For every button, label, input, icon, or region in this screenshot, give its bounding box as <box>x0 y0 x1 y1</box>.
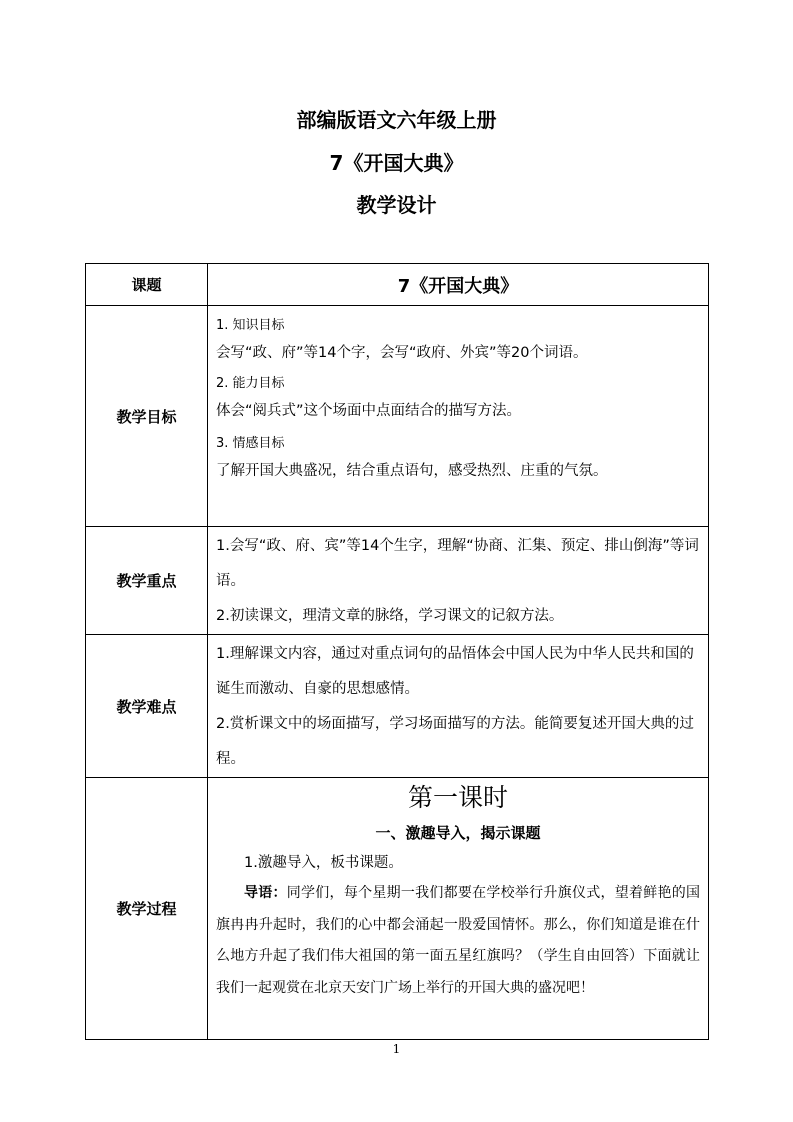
page-number: 1 <box>392 1042 401 1056</box>
step-1: 1.激趣导入，板书课题。 <box>244 855 403 871</box>
goals-label: 教学目标 <box>86 306 208 527</box>
document-title: 部编版语文六年级上册 <box>296 108 497 132</box>
process-label: 教学过程 <box>86 778 208 1040</box>
topic-row <box>86 264 709 306</box>
guide-label: 导语： <box>244 885 287 901</box>
process-row <box>86 778 709 1040</box>
lesson-plan-table <box>85 263 709 1040</box>
ability-goal-heading: 2. 能力目标 <box>216 376 285 391</box>
guide-text: 同学们，每个星期一我们都要在学校举行升旗仪式，望着鲜艳的国旗冉冉升起时，我们的心中都会涌起一股爱国情怀。那么，你们知道是谁在什么地方升起了我们伟大祖国的第一面五星红旗吗？（学生自由回答）下面就让我们一起观赏在北京天安门广场上举行的开国大典的盛况吧！ <box>216 885 701 996</box>
difficulty-1: 1.理解课文内容，通过对重点词句的品悟体会中国人民为中华人民共和国的诞生而激动、自豪的思想感情。 <box>216 646 694 697</box>
key-points-row <box>86 527 709 635</box>
key-point-2: 2.初读课文，理清文章的脉络，学习课文的记叙方法。 <box>216 608 564 624</box>
goals-row <box>86 306 709 527</box>
knowledge-goal-heading: 1. 知识目标 <box>216 318 285 333</box>
difficulty-2: 2.赏析课文中的场面描写，学习场面描写的方法。能简要复述开国大典的过程。 <box>216 716 694 767</box>
guide-paragraph <box>216 878 700 1004</box>
document-subtitle: 教学设计 <box>356 193 437 217</box>
topic-value: 7《开国大典》 <box>397 275 519 297</box>
difficulties-row <box>86 635 709 778</box>
lesson-period-title: 第一课时 <box>407 783 508 812</box>
section-title: 一、激趣导入，揭示课题 <box>375 824 541 842</box>
key-point-1: 1.会写“政、府、宾”等14个生字，理解“协商、汇集、预定、排山倒海”等词语。 <box>216 538 699 589</box>
emotion-goal-heading: 3. 情感目标 <box>216 436 285 451</box>
knowledge-goal-text: 会写“政、府”等14个字，会写“政府、外宾”等20个词语。 <box>216 345 588 361</box>
topic-label: 课题 <box>86 264 208 306</box>
lesson-title: 7《开国大典》 <box>329 151 464 175</box>
emotion-goal-text: 了解开国大典盛况，结合重点语句，感受热烈、庄重的气氛。 <box>216 463 608 479</box>
ability-goal-text: 体会“阅兵式”这个场面中点面结合的描写方法。 <box>216 403 522 419</box>
difficulties-label: 教学难点 <box>86 635 208 778</box>
key-points-label: 教学重点 <box>86 527 208 635</box>
